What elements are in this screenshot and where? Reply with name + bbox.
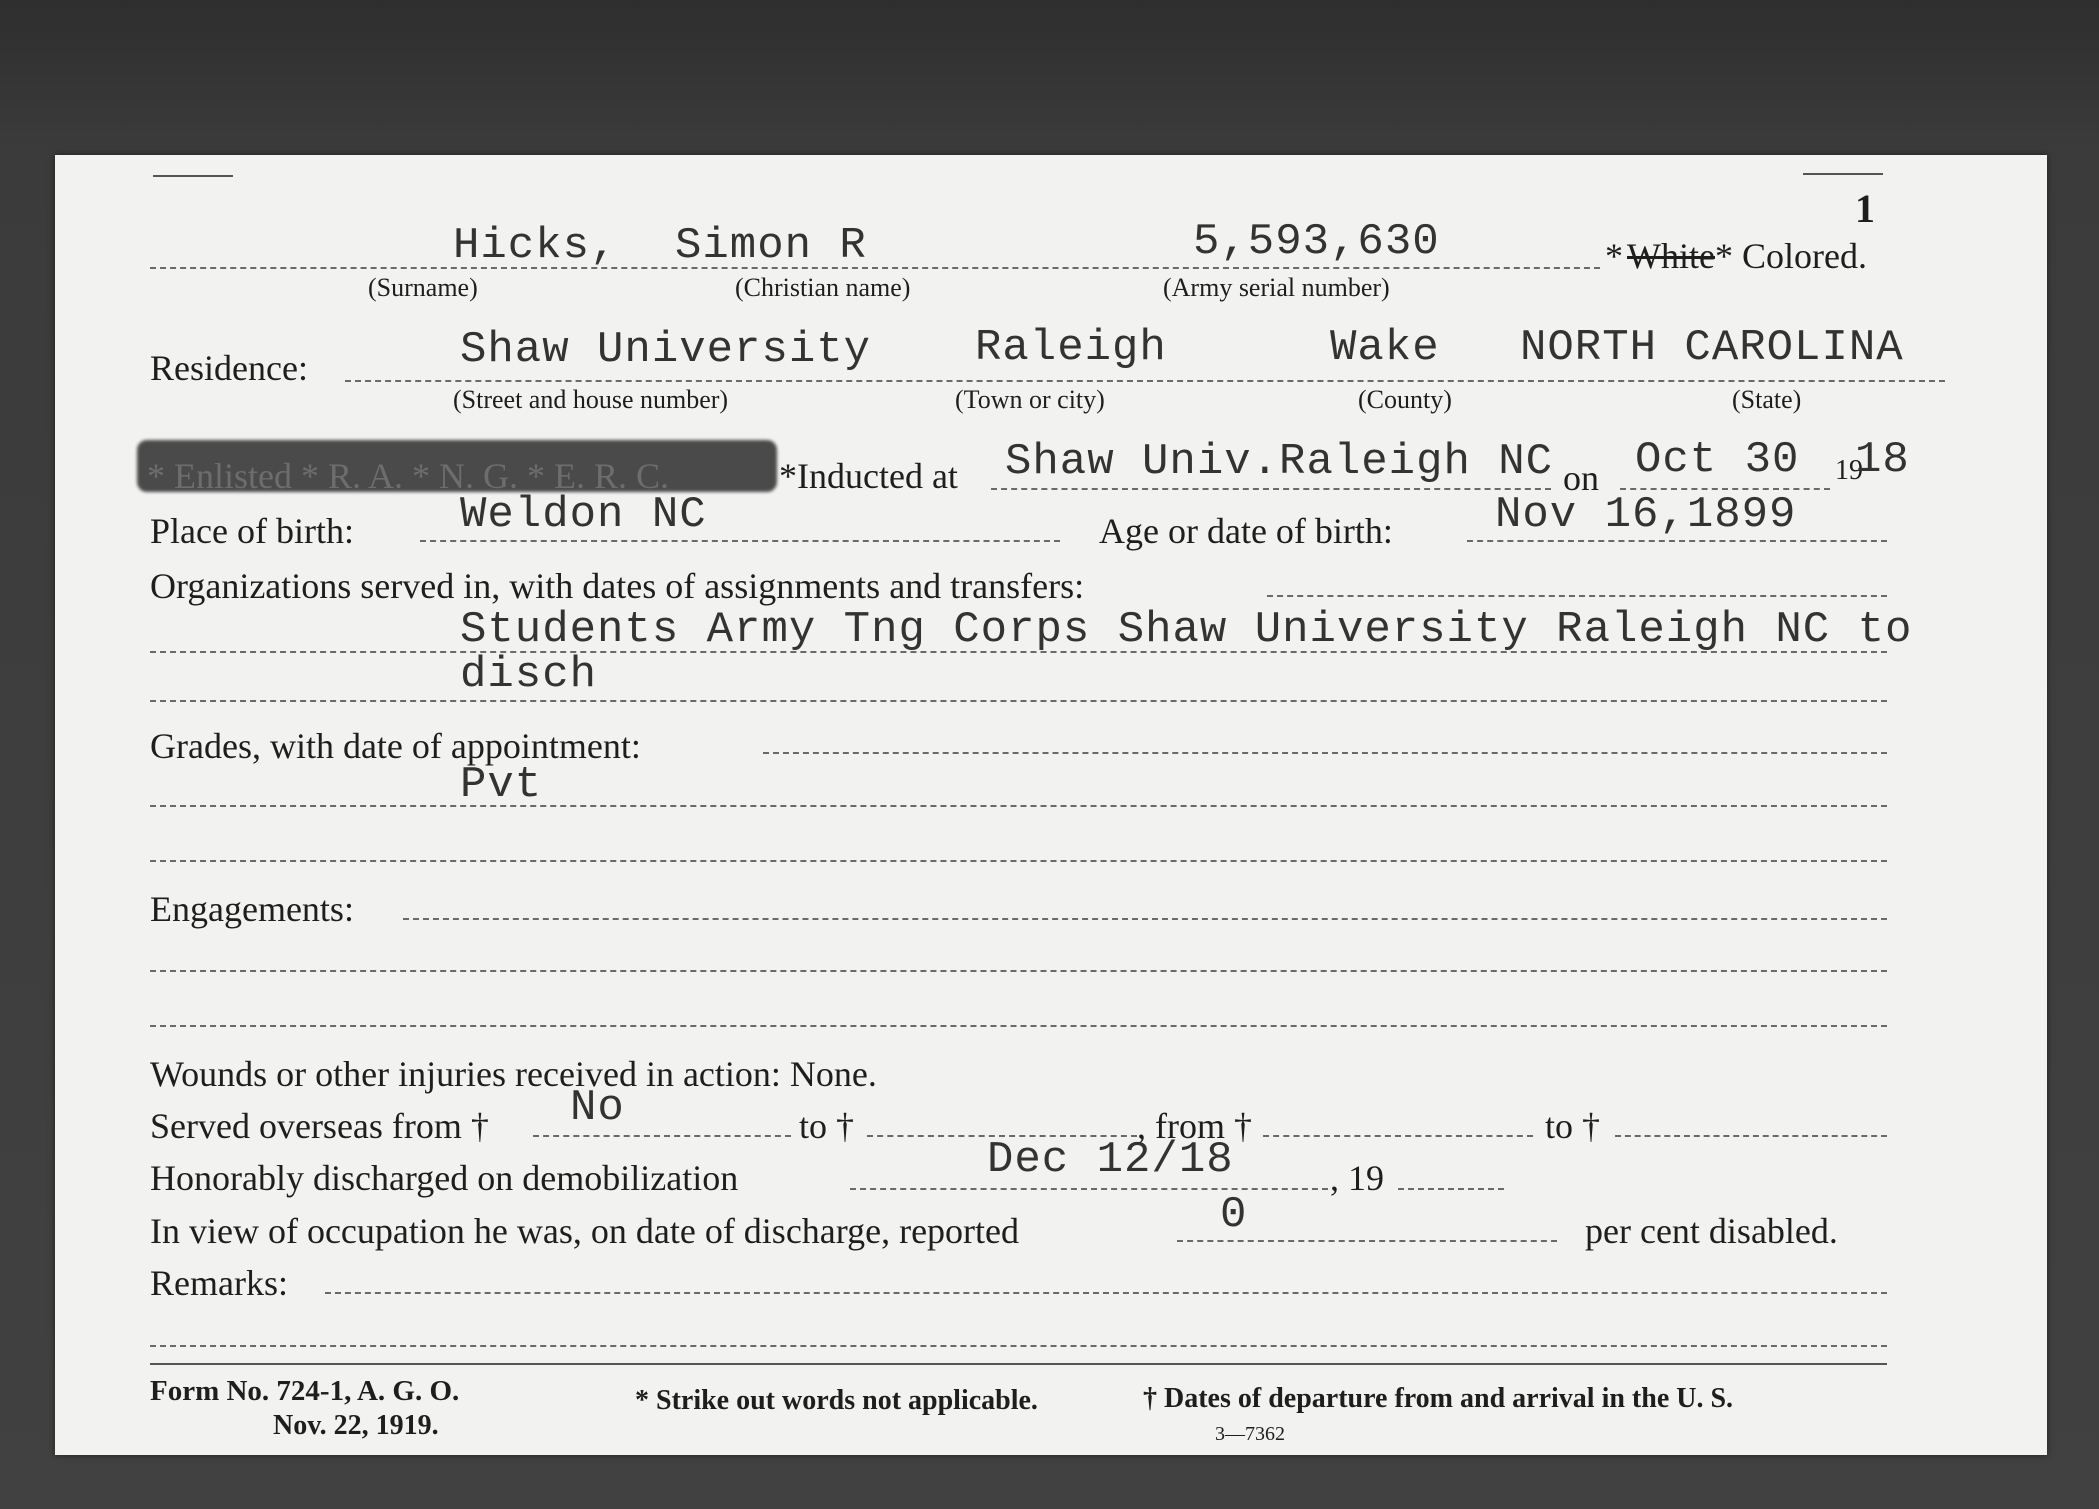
served-overseas-label: Served overseas from † bbox=[150, 1106, 489, 1146]
place-of-birth-line bbox=[420, 540, 1060, 542]
organizations-line-2 bbox=[150, 700, 1887, 702]
corner-rule-right bbox=[1803, 173, 1883, 175]
surname-value: Hicks, bbox=[453, 221, 618, 271]
christian-name-value: Simon R bbox=[675, 221, 867, 271]
army-serial-number-value: 5,593,630 bbox=[1193, 217, 1440, 267]
card-number: 1 bbox=[1855, 186, 1875, 231]
wounds-label: Wounds or other injuries received in action: None. bbox=[150, 1054, 877, 1094]
induction-year-prefix: 19 bbox=[1835, 455, 1863, 486]
engagements-line-2 bbox=[150, 1025, 1887, 1027]
name-line bbox=[150, 267, 1600, 269]
induction-on-label: on bbox=[1563, 458, 1599, 498]
grades-value: Pvt bbox=[460, 760, 543, 810]
discharge-date-value: Dec 12/18 bbox=[987, 1135, 1234, 1185]
residence-label: Residence: bbox=[150, 348, 308, 388]
struck-enlistment-options: * Enlisted * R. A. * N. G. * E. R. C. bbox=[147, 456, 670, 496]
organizations-line1-value: Students Army Tng Corps Shaw University Raleigh NC to bbox=[460, 605, 1913, 655]
county-caption: (County) bbox=[1358, 385, 1452, 414]
overseas-from2-label: , from † bbox=[1137, 1106, 1252, 1146]
grades-line-2 bbox=[150, 860, 1887, 862]
corner-rule-left bbox=[153, 175, 233, 177]
discharge-year-line bbox=[1398, 1188, 1504, 1190]
residence-county-value: Wake bbox=[1330, 323, 1440, 373]
residence-line bbox=[345, 380, 1945, 382]
disability-line bbox=[1177, 1240, 1557, 1242]
disability-suffix: per cent disabled. bbox=[1585, 1211, 1838, 1251]
date-of-birth-line bbox=[1467, 540, 1887, 542]
engagements-line-0 bbox=[403, 918, 1887, 920]
form-number: Form No. 724-1, A. G. O. bbox=[150, 1375, 460, 1407]
date-of-birth-label: Age or date of birth: bbox=[1099, 511, 1393, 551]
town-caption: (Town or city) bbox=[955, 385, 1105, 414]
organizations-label: Organizations served in, with dates of assignments and transfers: bbox=[150, 566, 1085, 606]
overseas-to-label: to † bbox=[799, 1106, 855, 1146]
induction-year-value: 18 bbox=[1855, 435, 1910, 485]
footer-note-dates: † Dates of departure from and arrival in the U. S. bbox=[1143, 1383, 1734, 1414]
disability-label: In view of occupation he was, on date of discharge, reported bbox=[150, 1211, 1020, 1251]
residence-town-value: Raleigh bbox=[975, 323, 1167, 373]
race-colored: * Colored. bbox=[1715, 236, 1867, 276]
discharge-year-label: , 19 bbox=[1330, 1158, 1384, 1198]
remarks-label: Remarks: bbox=[150, 1263, 288, 1303]
organizations-line-0 bbox=[1267, 595, 1887, 597]
induction-date-value: Oct 30 bbox=[1635, 435, 1800, 485]
form-date: Nov. 22, 1919. bbox=[273, 1410, 439, 1441]
print-code: 3—7362 bbox=[1215, 1423, 1285, 1445]
inducted-at-label: *Inducted at bbox=[779, 456, 958, 496]
race-white-struck: White bbox=[1627, 236, 1715, 276]
residence-street-value: Shaw University bbox=[460, 325, 872, 375]
discharge-date-line bbox=[850, 1188, 1328, 1190]
engagements-label: Engagements: bbox=[150, 889, 354, 929]
footer-note-strike-out: * Strike out words not applicable. bbox=[635, 1385, 1038, 1416]
overseas-to2-line bbox=[1615, 1135, 1887, 1137]
surname-caption: (Surname) bbox=[368, 273, 478, 302]
grades-line-1 bbox=[150, 805, 1887, 807]
overseas-from2-line bbox=[1263, 1135, 1533, 1137]
christian-name-caption: (Christian name) bbox=[735, 273, 911, 302]
place-of-birth-value: Weldon NC bbox=[460, 490, 707, 540]
state-caption: (State) bbox=[1732, 385, 1802, 414]
disability-value: 0 bbox=[1220, 1190, 1248, 1240]
organizations-line-1 bbox=[150, 651, 1887, 653]
place-of-birth-label: Place of birth: bbox=[150, 511, 354, 551]
street-caption: (Street and house number) bbox=[453, 385, 729, 414]
discharge-label: Honorably discharged on demobilization bbox=[150, 1158, 739, 1198]
overseas-from-line bbox=[533, 1135, 791, 1137]
overseas-to2-label: to † bbox=[1545, 1106, 1601, 1146]
date-of-birth-value: Nov 16,1899 bbox=[1495, 490, 1797, 540]
remarks-line-0 bbox=[325, 1292, 1887, 1294]
engagements-line-1 bbox=[150, 970, 1887, 972]
remarks-line-1 bbox=[150, 1345, 1887, 1347]
induction-place-line bbox=[991, 488, 1551, 490]
organizations-line2-value: disch bbox=[460, 650, 598, 700]
serial-number-caption: (Army serial number) bbox=[1163, 273, 1390, 302]
grades-label: Grades, with date of appointment: bbox=[150, 726, 641, 766]
footer-rule bbox=[150, 1363, 1887, 1365]
grades-line-0 bbox=[763, 752, 1887, 754]
residence-state-value: NORTH CAROLINA bbox=[1520, 323, 1904, 373]
served-overseas-from-value: No bbox=[570, 1083, 625, 1133]
induction-place-value: Shaw Univ.Raleigh NC bbox=[1005, 437, 1554, 487]
race-marker: * bbox=[1605, 236, 1623, 276]
service-record-card bbox=[55, 155, 2047, 1455]
